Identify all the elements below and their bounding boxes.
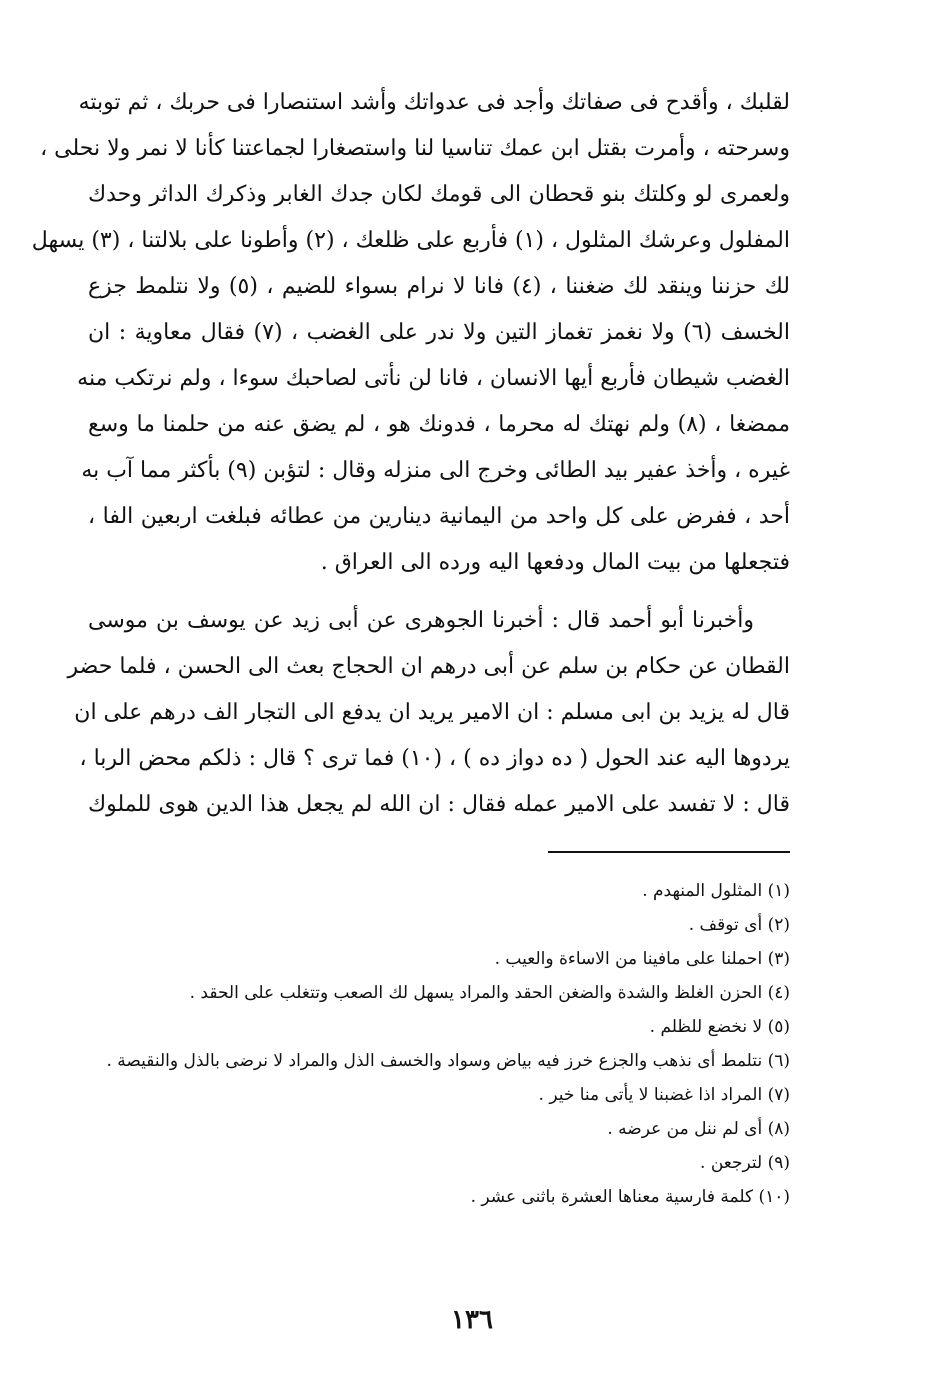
text-line: أحد ، ففرض على كل واحد من اليمانية دينارين من عطائه فبلغت اربعين الفا ، [88,504,790,529]
text-line: ولعمرى لو وكلتك بنو قحطان الى قومك لكان جدك الغابر وذكرك الداثر وحدك [88,182,790,207]
text-line: القطان عن حكام بن سلم عن أبى درهم ان الحجاج بعث الى الحسن ، فلما حضر [67,654,790,679]
footnote-item: (٥) لا نخضع للظلم . [649,1017,790,1037]
body-paragraph-2 [67,598,790,828]
text-line: المفلول وعرشك المثلول ، (١) فأربع على ظلعك ، (٢) وأطونا على بلالتنا ، (٣) يسهل [31,228,790,253]
text-line: ممضغا ، (٨) ولم نهتك له محرما ، فدونك هو ، لم يضق عنه من حلمنا ما وسع [88,412,790,437]
text-line: غيره ، وأخذ عفير بيد الطائى وخرج الى منزله وقال : لتؤبن (٩) بأكثر مما آب به [81,458,790,483]
text-line: وسرحته ، وأمرت بقتل ابن عمك تناسيا لنا واستصغارا لجماعتنا كأنا لا نمر ولا نحلى ، [40,136,790,161]
page-number: ١٣٦ [451,1305,493,1335]
footnote-item: (٦) نتلمط أى نذهب والجزع خرز فيه بياض وسواد والخسف الذل والمراد لا نرضى بالذل والنقيصة . [106,1051,790,1071]
footnote-item: (١٠) كلمة فارسية معناها العشرة باثنى عشر . [470,1187,790,1207]
body-paragraph-1 [31,80,790,586]
footnote-item: (٢) أى توقف . [688,915,790,935]
text-line: فتجعلها من بيت المال ودفعها اليه ورده الى العراق . [320,550,790,575]
footnote-item: (١) المثلول المنهدم . [642,881,790,901]
footnote-item: (٩) لترجعن . [700,1153,790,1173]
footnote-item: (٧) المراد اذا غضبنا لا يأتى منا خير . [538,1085,790,1105]
text-line: يردوها اليه عند الحول ( ده دواز ده ) ، (١٠) فما ترى ؟ قال : ذلكم محض الربا ، [79,746,790,771]
footnote-separator [548,851,790,853]
text-line: قال : لا تفسد على الامير عمله فقال : ان الله لم يجعل هذا الدين هوى للملوك [88,792,790,817]
text-line: الخسف (٦) ولا نغمز تغماز التين ولا ندر على الغضب ، (٧) فقال معاوية : ان [88,320,790,345]
text-line: الغضب شيطان فأربع أيها الانسان ، فانا لن نأتى لصاحبك سوءا ، ولم نرتكب منه [77,366,790,391]
text-line: لقلبك ، وأقدح فى صفاتك وأجد فى عدواتك وأشد استنصارا فى حربك ، ثم توبته [78,90,790,115]
text-line: قال له يزيد بن ابى مسلم : ان الامير يريد ان يدفع الى التجار الف درهم على ان [74,700,790,725]
text-line: لك حزننا وينقد لك ضغننا ، (٤) فانا لا نرام بسواء للضيم ، (٥) ولا نتلمط جزع [88,274,790,299]
footnote-item: (٣) احملنا على مافينا من الاساءة والعيب . [494,949,790,969]
footnotes [106,874,790,1214]
footnote-item: (٤) الحزن الغلظ والشدة والضغن الحقد والمراد يسهل لك الصعب وتتغلب على الحقد . [189,983,790,1003]
footnote-item: (٨) أى لم ننل من عرضه . [607,1119,790,1139]
text-line: وأخبرنا أبو أحمد قال : أخبرنا الجوهرى عن أبى زيد عن يوسف بن موسى [88,608,754,633]
